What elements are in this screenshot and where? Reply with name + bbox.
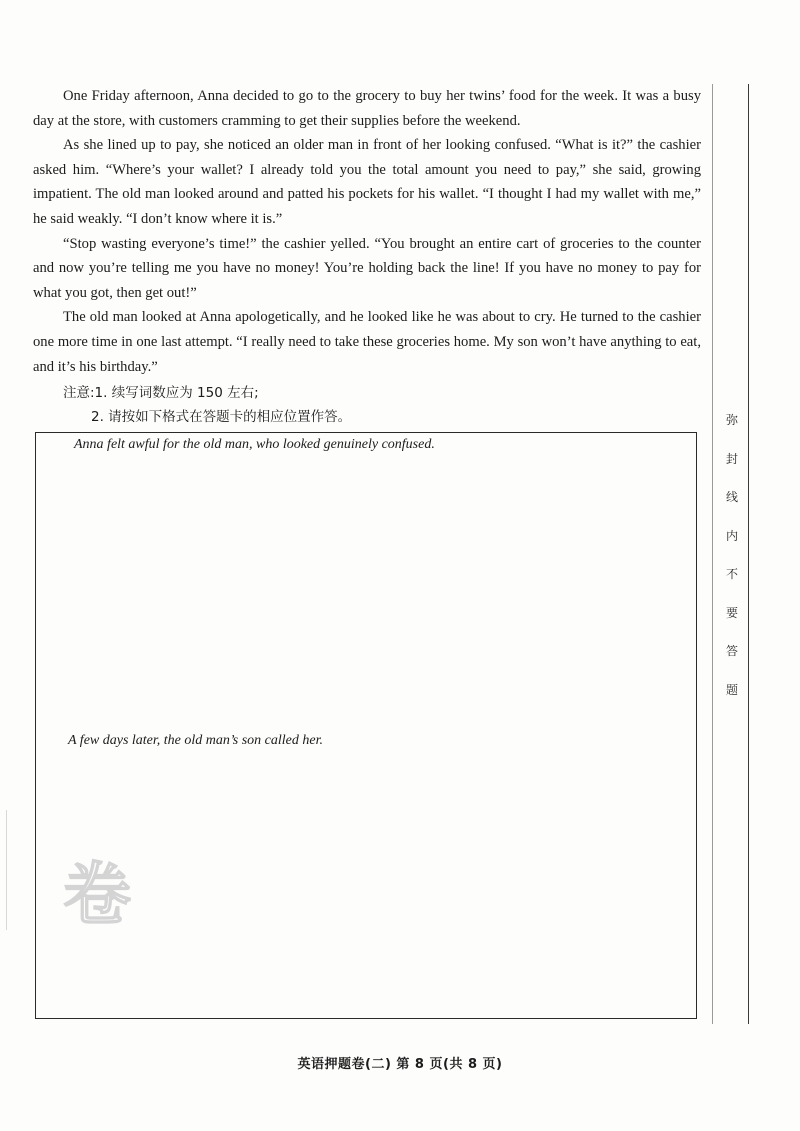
seal-char: 题: [725, 682, 738, 697]
seal-line: [748, 84, 749, 1024]
note-line-2: 2. 请按如下格式在答题卡的相应位置作答。: [91, 409, 352, 425]
seal-char: 弥: [725, 413, 738, 427]
seal-char: 答: [725, 644, 738, 658]
passage-paragraph-1: One Friday afternoon, Anna decided to go to the grocery to buy her twins’ food for the week. It was a busy day at the store, with customers cramming to get their supplies before the weekend.: [33, 88, 701, 129]
answer-box[interactable]: [35, 432, 697, 1019]
reading-passage: [33, 84, 701, 379]
seal-char: 要: [725, 605, 738, 620]
note-line-1: 注意:1. 续写词数应为 150 左右;: [63, 385, 259, 401]
continuation-prompt-1: Anna felt awful for the old man, who looked genuinely confused.: [74, 437, 435, 452]
answer-area-margin-line: [712, 84, 713, 1024]
seal-char: 线: [725, 490, 738, 504]
seal-line-notice: [722, 410, 742, 718]
page-footer: 英语押题卷(二) 第 8 页(共 8 页): [297, 1057, 503, 1072]
passage-paragraph-4: The old man looked at Anna apologetically, and he looked like he was about to cry. He turned to the cashier one more time in one last attempt. “I really need to take these groceries home. My son won’t have anything to eat, and it’s his birthday.”: [33, 309, 701, 375]
instructions-notes: [63, 381, 663, 429]
seal-char: 内: [725, 528, 738, 543]
watermark-stamp: 卷: [63, 855, 132, 935]
continuation-prompt-2: A few days later, the old man’s son called her.: [68, 733, 323, 748]
scan-edge-mark: [6, 810, 17, 930]
seal-char: 不: [725, 567, 738, 581]
seal-char: 封: [725, 451, 738, 466]
passage-paragraph-2: As she lined up to pay, she noticed an older man in front of her looking confused. “What is it?” the cashier asked him. “Where’s your wallet? I already told you the total amount you need to pay,” she said, growing impatient. The old man looked around and patted his pockets for his wallet. “I thought I had my wallet with me,” he said weakly. “I don’t know where it is.”: [33, 137, 701, 227]
passage-paragraph-3: “Stop wasting everyone’s time!” the cashier yelled. “You brought an entire cart of groceries to the counter and now you’re telling me you have no money! You’re holding back the line! If you have no money to pay for what you got, then get out!”: [33, 235, 701, 301]
